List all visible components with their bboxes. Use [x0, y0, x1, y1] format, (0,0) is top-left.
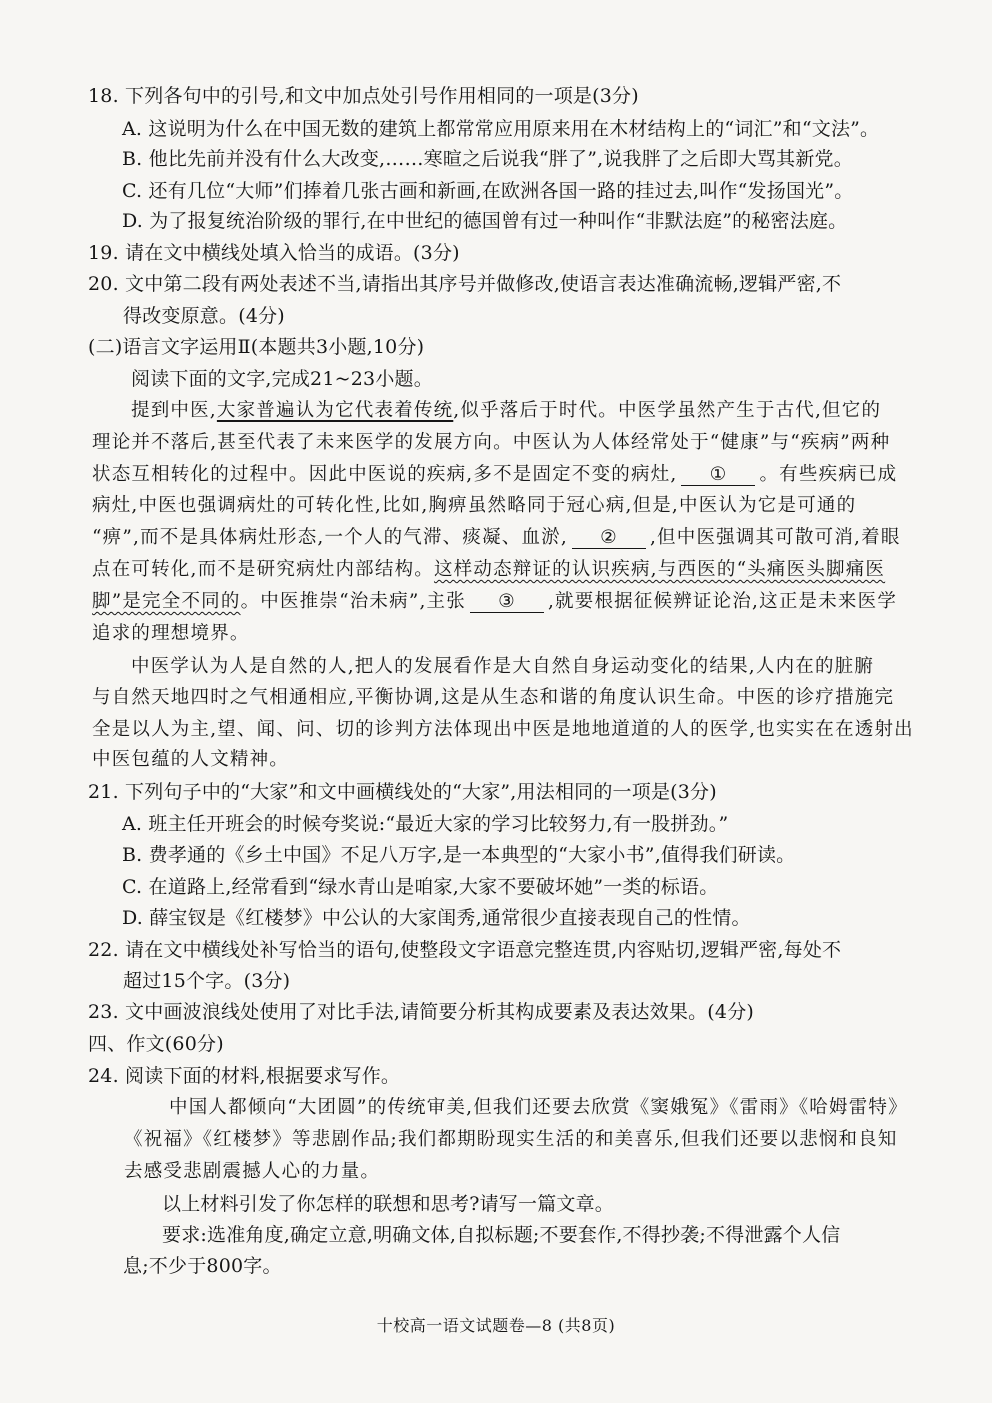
q18-option-a: A. 这说明为什么在中国无数的建筑上都常常应用原来用在木材结构上的“词汇”和“文法”。	[122, 118, 880, 140]
q24-requirements-line1: 要求:选准角度,确定立意,明确文体,自拟标题;不要套作,不得抄袭;不得泄露个人信	[162, 1224, 841, 1246]
passage-p2-line-3: 全是以人为主,望、闻、问、切的诊判方法体现出中医是地地道道的人的医学,也实实在在透射出	[92, 719, 914, 740]
q23-stem: 23. 文中画波浪线处使用了对比手法,请简要分析其构成要素及表达效果。(4分)	[88, 1001, 755, 1023]
q24-material-line-2: 《祝福》《红楼梦》等悲剧作品;我们都期盼现实生活的和美喜乐,但我们还要以悲悯和良知	[124, 1129, 898, 1150]
q24-prompt: 以上材料引发了你怎样的联想和思考?请写一篇文章。	[162, 1193, 614, 1215]
q18-stem: 18. 下列各句中的引号,和文中加点处引号作用相同的一项是(3分)	[88, 85, 639, 107]
section2-intro: 阅读下面的文字,完成21~23小题。	[131, 368, 433, 390]
q22-stem-line2: 超过15个字。(3分)	[123, 970, 291, 992]
q20-stem-line1: 20. 文中第二段有两处表述不当,请指出其序号并做修改,使语言表达准确流畅,逻辑严密,不	[88, 273, 842, 295]
passage-line-6: 点在可转化,而不是研究病灶内部结构。这样动态辩证的认识疾病,与西医的“头痛医头脚痛医	[92, 559, 886, 580]
passage-line-1: 提到中医,大家普遍认为它代表着传统,似乎落后于时代。中医学虽然产生于古代,但它的	[131, 400, 882, 421]
section2-title: (二)语言文字运用Ⅱ(本题共3小题,10分)	[88, 336, 425, 358]
q22-stem-line1: 22. 请在文中横线处补写恰当的语句,使整段文字语意完整连贯,内容贴切,逻辑严密,每处不	[88, 939, 842, 961]
section4-title: 四、作文(60分)	[88, 1033, 224, 1055]
passage-line-8: 追求的理想境界。	[92, 623, 250, 644]
wavy-underline-part1: 这样动态辩证的认识疾病,与西医的“头痛医头脚痛医	[433, 559, 886, 580]
blank-3: ③	[470, 592, 544, 613]
wavy-underline-part2: 脚”是完全不同的	[92, 591, 241, 612]
passage-line-2: 理论并不落后,甚至代表了未来医学的发展方向。中医认为人体经常处于“健康”与“疾病”两种	[92, 432, 891, 453]
passage-p2-line-4: 中医包蕴的人文精神。	[92, 749, 290, 770]
q18-option-b: B. 他比先前并没有什么大改变,……寒暄之后说我“胖了”,说我胖了之后即大骂其新党。	[122, 148, 853, 170]
passage-p2-line-1: 中医学认为人是自然的人,把人的发展看作是大自然自身运动变化的结果,人内在的脏腑	[131, 656, 875, 677]
q18-option-d: D. 为了报复统治阶级的罪行,在中世纪的德国曾有过一种叫作“非默法庭”的秘密法庭。	[122, 210, 848, 232]
blank-2: ②	[572, 528, 646, 549]
q21-option-d: D. 薛宝钗是《红楼梦》中公认的大家闺秀,通常很少直接表现自己的性情。	[122, 907, 751, 929]
q24-requirements-line2: 息;不少于800字。	[123, 1255, 282, 1277]
passage-p2-line-2: 与自然天地四时之气相通相应,平衡协调,这是从生态和谐的角度认识生命。中医的诊疗措施完	[92, 687, 895, 708]
blank-1: ①	[681, 465, 755, 486]
q21-option-c: C. 在道路上,经常看到“绿水青山是咱家,大家不要破坏她”一类的标语。	[122, 876, 719, 898]
q21-option-a: A. 班主任开班会的时候夸奖说:“最近大家的学习比较努力,有一股拼劲。”	[122, 813, 729, 835]
q24-stem: 24. 阅读下面的材料,根据要求写作。	[88, 1065, 401, 1087]
q19-stem: 19. 请在文中横线处填入恰当的成语。(3分)	[88, 242, 460, 264]
q20-stem-line2: 得改变原意。(4分)	[123, 305, 285, 327]
q21-option-b: B. 费孝通的《乡土中国》不足八万字,是一本典型的“大家小书”,值得我们研读。	[122, 844, 796, 866]
passage-line-4: 病灶,中医也强调病灶的可转化性,比如,胸痹虽然略同于冠心病,但是,中医认为它是可通的	[92, 495, 857, 516]
q24-material-line-1: 中国人都倾向“大团圆”的传统审美,但我们还要去欣赏《窦娥冤》《雷雨》《哈姆雷特》	[169, 1097, 908, 1118]
q21-stem: 21. 下列句子中的“大家”和文中画横线处的“大家”,用法相同的一项是(3分)	[88, 781, 717, 803]
q24-material-line-3: 去感受悲剧震撼人心的力量。	[124, 1161, 381, 1182]
passage-line-3: 状态互相转化的过程中。因此中医说的疾病,多不是固定不变的病灶, ① 。有些疾病已成	[92, 464, 898, 485]
q18-option-c: C. 还有几位“大师”们捧着几张古画和新画,在欧洲各国一路的挂过去,叫作“发扬国光”。	[122, 180, 854, 202]
page-footer: 十校高一语文试题卷—8 (共8页)	[376, 1316, 616, 1335]
passage-line-7: 脚”是完全不同的。中医推崇“治未病”,主张 ③ ,就要根据征候辨证论治,这正是未来医学	[92, 591, 898, 612]
passage-line-5: “痹”,而不是具体病灶形态,一个人的气滞、痰凝、血淤, ② ,但中医强调其可散可消,着眼	[92, 527, 901, 548]
underlined-phrase: 大家普遍认为它代表着传统	[216, 400, 454, 421]
